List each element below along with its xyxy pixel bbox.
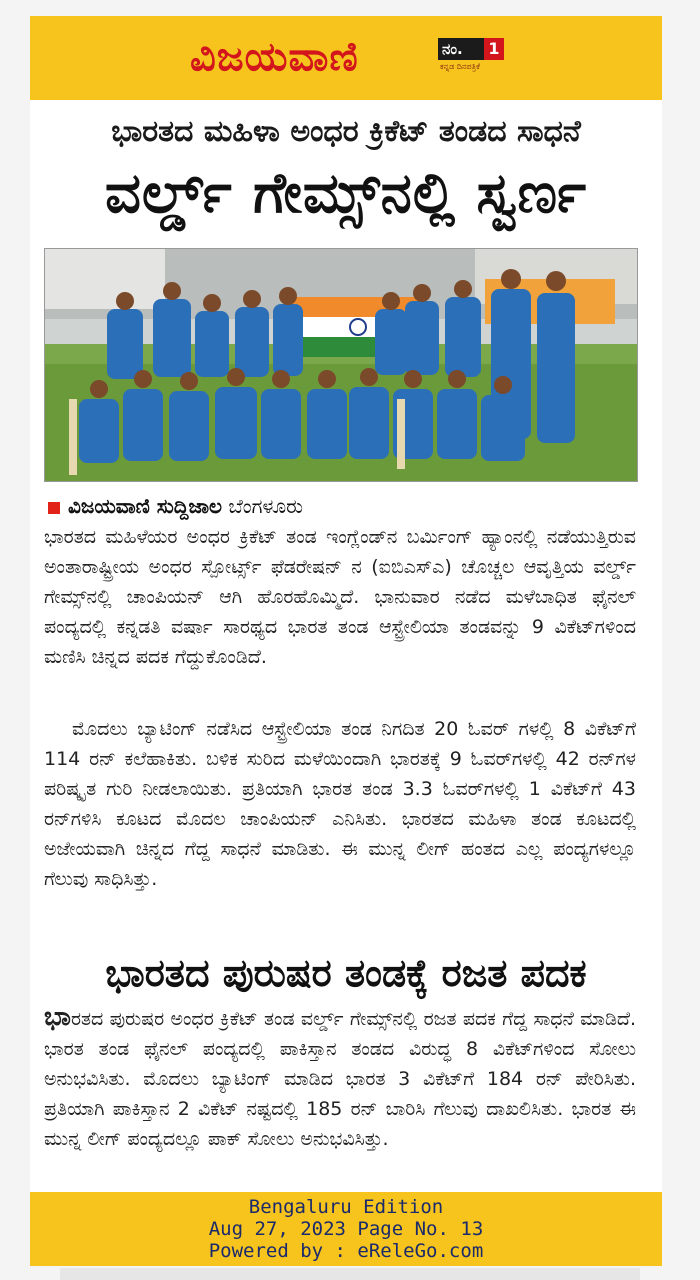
byline-place: ಬೆಂಗಳೂರು bbox=[228, 494, 304, 518]
powered-by-link[interactable]: Powered by : eReleGo.com bbox=[208, 1240, 484, 1262]
masthead bbox=[30, 16, 662, 100]
paragraph-3-text: ರತದ ಪುರುಷರ ಅಂಧರ ಕ್ರಿಕೆಟ್ ತಂಡ ವರ್ಲ್ಡ್ ಗೇಮ್ಸ್‌ನಲ್ಲಿ ರಜತ ಪದಕ ಗೆದ್ದ ಸಾಧನೆ ಮಾಡಿದೆ. ಭಾರತ ತಂಡ ಫೈನಲ್ ಪಂದ್ಯದಲ್ಲಿ ಪಾಕಿಸ್ತಾನ ತಂಡದ ವಿರುದ್ಧ 8 ವಿಕೆಟ್‌ಗಳಿಂದ ಸೋಲು ಅನುಭವಿಸಿತು. ಮೊದಲು ಬ್ಯಾಟಿಂಗ್ ಮಾಡಿದ ಭಾರತ 3 ವಿಕೆಟ್‌ಗೆ 184 ರನ್ ಪೇರಿಸಿತು. ಪ್ರತಿಯಾಗಿ ಪಾಕಿಸ್ತಾನ 2 ವಿಕೆಟ್ ನಷ್ಟದಲ್ಲಿ 185 ರನ್ ಬಾರಿಸಿ ಗೆಲುವು ದಾಖಲಿಸಿತು. ಭಾರತ ಈ ಮುನ್ನ ಲೀಗ್ ಪಂದ್ಯದಲ್ಲೂ ಪಾಕ್ ಸೋಲು ಅನುಭವಿಸಿತ್ತು. bbox=[44, 1008, 636, 1150]
article-kicker: ಭಾರತದ ಮಹಿಳಾ ಅಂಧರ ಕ್ರಿಕೆಟ್ ತಂಡದ ಸಾಧನೆ bbox=[111, 114, 581, 149]
badge-tagline: ಕನ್ನಡ ದಿನಪತ್ರಿಕೆ bbox=[440, 62, 481, 71]
byline-marker bbox=[48, 502, 60, 514]
edition-footer bbox=[30, 1192, 662, 1266]
edition-date-page: Aug 27, 2023 Page No. 13 bbox=[208, 1218, 484, 1240]
edition-name: Bengaluru Edition bbox=[248, 1196, 444, 1218]
byline bbox=[48, 494, 303, 518]
badge-number: 1 bbox=[484, 38, 504, 60]
article-paragraph-1: ಭಾರತದ ಮಹಿಳೆಯರ ಅಂಧರ ಕ್ರಿಕೆಟ್ ತಂಡ ಇಂಗ್ಲೆಂಡ್‌ನ ಬರ್ಮಿಂಗ್ ಹ್ಯಾಂನಲ್ಲಿ ನಡೆಯುತ್ತಿರುವ ಅಂತಾರಾಷ್ಟ್ರೀಯ ಅಂಧರ ಸ್ಪೋರ್ಟ್ಸ್ ಫೆಡರೇಷನ್ ನ (ಐಬಿಎಸ್‌ಎ) ಚೊಚ್ಚಲ ಆವೃತ್ತಿಯ ವರ್ಲ್ಡ್ ಗೇಮ್ಸ್‌ನಲ್ಲಿ ಚಾಂಪಿಯನ್ ಆಗಿ ಹೊರಹೊಮ್ಮಿದೆ. ಭಾನುವಾರ ನಡೆದ ಮಳೆಬಾಧಿತ ಫೈನಲ್ ಪಂದ್ಯದಲ್ಲಿ ಕನ್ನಡತಿ ವರ್ಷಾ ಸಾರಥ್ಯದ ಭಾರತ ತಂಡ ಆಸ್ಟ್ರೇಲಿಯಾ ತಂಡವನ್ನು 9 ವಿಕೆಟ್‌ಗಳಿಂದ ಮಣಿಸಿ ಚಿನ್ನದ ಪದಕ ಗೆದ್ದುಕೊಂಡಿದೆ. bbox=[44, 526, 636, 668]
article-paragraph-3 bbox=[44, 1002, 636, 1154]
team-photo bbox=[44, 248, 638, 482]
dropcap: ಭಾ bbox=[44, 1002, 71, 1032]
article-paragraph-2: ಮೊದಲು ಬ್ಯಾಟಿಂಗ್ ನಡೆಸಿದ ಆಸ್ಟ್ರೇಲಿಯಾ ತಂಡ ನಿಗದಿತ 20 ಓವರ್ ಗಳಲ್ಲಿ 8 ವಿಕೆಟ್‌ಗೆ 114 ರನ್ ಕಲೆಹಾಕಿತು. ಬಳಿಕ ಸುರಿದ ಮಳೆಯಿಂದಾಗಿ ಭಾರತಕ್ಕೆ 9 ಓವರ್‌ಗಳಲ್ಲಿ 42 ರನ್‌ಗಳ ಪರಿಷ್ಕೃತ ಗುರಿ ನೀಡಲಾಯಿತು. ಪ್ರತಿಯಾಗಿ ಭಾರತ ತಂಡ 3.3 ಓವರ್‌ಗಳಲ್ಲಿ 1 ವಿಕೆಟ್‌ಗೆ 43 ರನ್‌ಗಳಿಸಿ ಕೂಟದ ಮೊದಲ ಚಾಂಪಿಯನ್ ಎನಿಸಿತು. ಭಾರತದ ಮಹಿಳಾ ತಂಡ ಕೂಟದಲ್ಲಿ ಅಜೇಯವಾಗಿ ಚಿನ್ನದ ಗೆದ್ದ ಸಾಧನೆ ಮಾಡಿತು. ಈ ಮುನ್ನ ಲೀಗ್ ಹಂತದ ಎಲ್ಲ ಪಂದ್ಯಗಳಲ್ಲೂ ಗೆಲುವು ಸಾಧಿಸಿತ್ತು. bbox=[44, 718, 636, 890]
badge-text: ನಂ. bbox=[442, 40, 463, 58]
article-subheadline: ಭಾರತದ ಪುರುಷರ ತಂಡಕ್ಕೆ ರಜತ ಪದಕ bbox=[105, 951, 587, 995]
masthead-logo: ವಿಜಯವಾಣಿ bbox=[190, 34, 359, 80]
number-one-badge bbox=[438, 38, 504, 74]
bottom-scroll-strip bbox=[60, 1268, 640, 1280]
article-headline: ವರ್ಲ್ಡ್ ಗೇಮ್ಸ್‌ನಲ್ಲಿ ಸ್ವರ್ಣ bbox=[104, 161, 588, 226]
newspaper-page bbox=[30, 16, 662, 1266]
byline-source: ವಿಜಯವಾಣಿ ಸುದ್ದಿಜಾಲ bbox=[68, 494, 222, 518]
